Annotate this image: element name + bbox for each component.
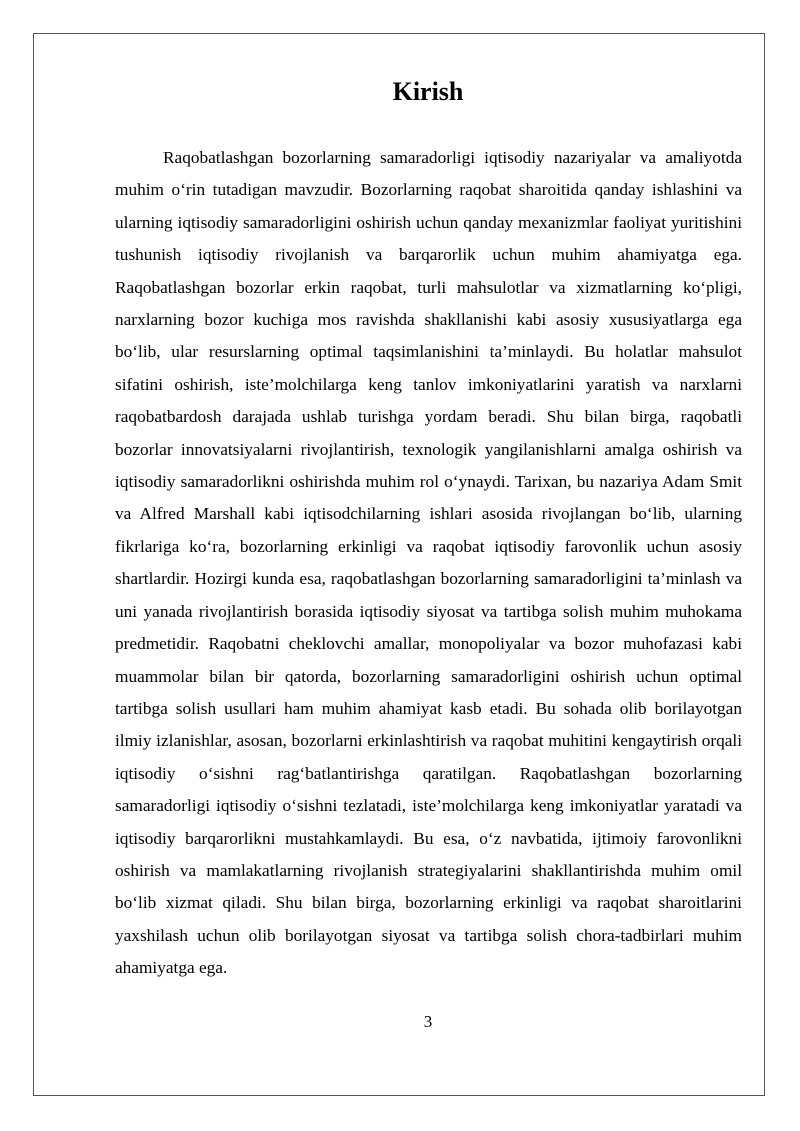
- page-number: 3: [423, 1012, 433, 1031]
- section-title: Kirish: [392, 77, 464, 106]
- body-paragraph: Raqobatlashgan bozorlarning samaradorligi iqtisodiy nazariyalar va amaliyotda muhim o‘rin tutadigan mavzudir. Bozorlarning raqobat sharoitida qanday ishlashini va ularning iqtisodiy samaradorligini oshirish uchun qanday mexanizmlar faoliyat yuritishini tushunish iqtisodiy rivojlanish va barqarorlik uchun muhim ahamiyatga ega. Raqobatlashgan bozorlar erkin raqobat, turli mahsulotlar va xizmatlarning ko‘pligi, narxlarning bozor kuchiga mos ravishda shakllanishi kabi asosiy xususiyatlarga ega bo‘lib, ular resurslarning optimal taqsimlanishini ta’minlaydi. Bu holatlar mahsulot sifatini oshirish, iste’molchilarga keng tanlov imkoniyatlarini yaratish va narxlarni raqobatbardosh darajada ushlab turishga yordam beradi. Shu bilan birga, raqobatli bozorlar innovatsiyalarni rivojlantirish, texnologik yangilanishlarni amalga oshirish va iqtisodiy samaradorlikni oshirishda muhim rol o‘ynaydi. Tarixan, bu nazariya Adam Smit va Alfred Marshall kabi iqtisodchilarning ishlari asosida rivojlangan bo‘lib, ularning fikrlariga ko‘ra, bozorlarning erkinligi va raqobat iqtisodiy farovonlik uchun asosiy shartlardir. Hozirgi kunda esa, raqobatlashgan bozorlarning samaradorligini ta’minlash va uni yanada rivojlantirish borasida iqtisodiy siyosat va tartibga solish muhim muhokama predmetidir. Raqobatni cheklovchi amallar, monopoliyalar va bozor muhofazasi kabi muammolar bilan bir qatorda, bozorlarning samaradorligini oshirish uchun optimal tartibga solish usullari ham muhim ahamiyat kasb etadi. Bu sohada olib borilayotgan ilmiy izlanishlar, asosan, bozorlarni erkinlashtirish va raqobat muhitini kengaytirish orqali iqtisodiy o‘sishni rag‘batlantirishga qaratilgan. Raqobatlashgan bozorlarning samaradorligi iqtisodiy o‘sishni tezlatadi, iste’molchilarga keng imkoniyatlar yaratadi va iqtisodiy barqarorlikni mustahkamlaydi. Bu esa, o‘z navbatida, ijtimoiy farovonlikni oshirish va mamlakatlarning rivojlanish strategiyalarini shakllantirishda muhim omil bo‘lib xizmat qiladi. Shu bilan birga, bozorlarning erkinligi va raqobat sharoitlarini yaxshilash uchun olib borilayotgan siyosat va tartibga solish chora-tadbirlari muhim ahamiyatga ega.: [115, 148, 742, 978]
